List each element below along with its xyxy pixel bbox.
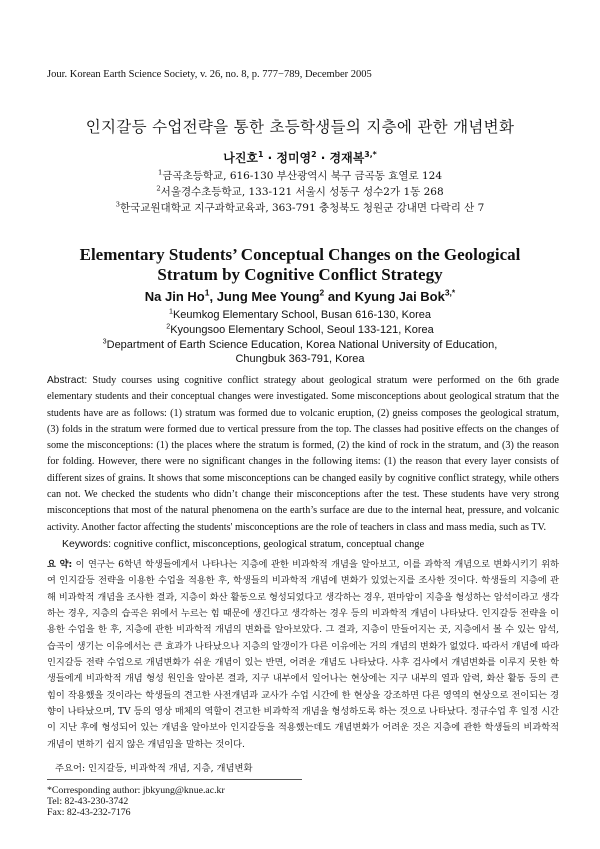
affiliation-superscript: 3: [102, 337, 107, 346]
korean-authors: [0, 149, 600, 166]
korean-author-name: 경재복: [329, 151, 365, 165]
korean-abstract: [47, 557, 559, 753]
english-authors: [0, 289, 600, 304]
abstract-text: Study courses using cognitive conflict strategy about geological stratum were performed on the 6th grade elementary students and their conceptual changes were investigated. Some misconceptions about geological stratum that the students have are as follows: (1) stratum was formed due to volcanic eruption, (2) gneiss composes the geological stratum, (3) folds in the stratum were formed due to vertical pressure from the top. The classes had positive effects on the changes of some the misconceptions: (1) the places where the stratum is formed, (2) the kind of rock in the stratum, and (3) the reason for folding. However, there were no significant changes in the following items: (1) the reason that every layer consists of different sizes of grains. It shows that some misconceptions can be changed easily by cognitive conflict strategy, while others can not. We checked the students who didn’t change their misconceptions after the test. These students have very strong misconceptions that most of the natural phenomena on the earth’s surface are due to the internal heat, pressure, and volcanic activity. Another factor affecting the students' misconceptions are the role of teachers in class and mass media, such as TV.: [47, 375, 560, 533]
english-author-name: Kyung Jai Bok: [354, 289, 445, 304]
english-affiliation: [0, 353, 600, 365]
author-superscript: 2: [319, 287, 325, 298]
corresponding-author-email: *Corresponding author: jbkyung@knue.ac.kr: [47, 785, 225, 796]
affiliation-text: 서울경수초등학교, 133-121 서울시 성동구 성수2가 1동 268: [160, 186, 444, 198]
author-superscript: 2: [311, 150, 317, 159]
korean-affiliation: [0, 168, 600, 183]
korean-abstract-text: 이 연구는 6학년 학생들에게서 나타나는 지층에 관한 비과학적 개념을 알아보고, 이를 과학적 개념으로 변화시키기 위하여 인지갈등 전략을 이용한 수업을 적용한 후, 학생들의 비과학적 개념에 변화가 있었는지를 조사한 것이다. 학생들의 지층에 관해 비과학적 개념을 조사한 결과, 지층이 화산 활동으로 형성되었다고 생각하는 경우, 편마암이 지층을 형성하는 암석이라고 생각하는 경우, 지층의 습곡은 위에서 누르는 힘 때문에 생긴다고 생각하는 경우 등의 비과학적 개념이 나타났다. 인지갈등 전략을 이용한 수업을 한 후, 지층에 관한 비과학적 개념의 변화를 알아보았다. 그 결과, 지층이 만들어지는 곳, 지층에서 볼 수 있는 암석, 습곡이 생기는 이유에서는 큰 효과가 나타났으나 지층의 알갱이가 다른 이유에는 거의 개념의 변화가 없었다. 따라서 개념에 따라 인지갈등 전략 수업으로 개념변화가 쉬운 개념이 있는 반면, 어려운 개념도 나타났다. 사후 검사에서 개념변화를 이루지 못한 학생들에게 비과학적 개념 형성 원인을 알아본 결과, 지구 내부에서 일어나는 현상에는 지구 내부의 열과 압력, 화산 활동 등의 큰 힘이 작용했을 것이라는 학생들의 견고한 사전개념과 교사가 수업 시간에 한 현상을 강조하면 다른 영역의 현상으로 전이되는 경향이 나타났으며, TV 등의 영상 매체의 역할이 견고한 비과학적 개념을 형성하도록 하는 것으로 나타났다. 정규수업 후 일정 시간이 지난 후에 형성되어 있는 개념을 알아보아 인지갈등을 적용했는데도 개념변화가 어려운 것은 지층에 관한 학생들의 비과학적 개념이 변하기 쉽지 않은 개념임을 말하는 것이다.: [47, 559, 560, 750]
affiliation-text: Keumkog Elementary School, Busan 616-130, Korea: [172, 309, 432, 321]
english-affiliation: [0, 324, 600, 336]
affiliation-superscript: 2: [156, 184, 161, 193]
english-title-line: Stratum by Cognitive Conflict Strategy: [157, 265, 443, 284]
korean-author-name: 정미영: [276, 151, 312, 165]
author-separator: ·: [263, 151, 277, 165]
author-separator: ,: [209, 289, 217, 304]
affiliation-superscript: 3: [115, 200, 120, 209]
korean-affiliation: [0, 184, 600, 199]
english-author-name: Jung Mee Young: [216, 289, 320, 304]
author-superscript: 1: [258, 150, 264, 159]
english-author-name: Na Jin Ho: [144, 289, 205, 304]
korean-keywords-label: 주요어:: [55, 763, 86, 774]
author-superscript: 3,*: [364, 150, 377, 159]
author-superscript: 3,*: [444, 287, 456, 298]
author-separator: and: [324, 289, 355, 304]
affiliation-text: 금곡초등학교, 616-130 부산광역시 북구 금곡동 효열로 124: [162, 170, 443, 182]
affiliation-text: Kyoungsoo Elementary School, Seoul 133-121, Korea: [170, 324, 434, 336]
fax: Fax: 82-43-232-7176: [47, 807, 131, 819]
footnote: [47, 785, 225, 819]
korean-title: 인지갈등 수업전략을 통한 초등학생들의 지층에 관한 개념변화: [85, 118, 515, 136]
affiliation-text: Chungbuk 363-791, Korea: [235, 353, 365, 365]
affiliation-text: Department of Earth Science Education, Korea National University of Education,: [106, 339, 498, 351]
korean-abstract-label: 요 약:: [47, 559, 73, 570]
affiliation-superscript: 1: [157, 168, 163, 177]
korean-affiliation: [0, 200, 600, 215]
korean-author-name: 나진호: [223, 151, 259, 165]
affiliation-superscript: 1: [168, 307, 173, 316]
journal-citation: Jour. Korean Earth Science Society, v. 26, no. 8, p. 777−789, December 2005: [47, 69, 372, 80]
keywords: [62, 538, 424, 550]
affiliation-text: 한국교원대학교 지구과학교육과, 363-791 충청북도 청원군 강내면 다락리 산 7: [119, 202, 485, 214]
author-superscript: 1: [204, 287, 210, 298]
author-separator: ·: [316, 151, 330, 165]
abstract-label: Abstract:: [47, 375, 88, 386]
telephone: Tel: 82-43-230-3742: [47, 796, 129, 808]
footnote-divider: [47, 779, 302, 780]
keywords-label: Keywords:: [62, 538, 112, 550]
english-affiliation: [0, 309, 600, 321]
korean-keywords: [55, 760, 252, 774]
affiliation-superscript: 2: [166, 322, 171, 331]
korean-keywords-text: 인지갈등, 비과학적 개념, 지층, 개념변화: [88, 763, 253, 774]
english-title-line: Elementary Students’ Conceptual Changes on the Geological: [79, 245, 521, 264]
keywords-text: cognitive conflict, misconceptions, geological stratum, conceptual change: [113, 539, 425, 550]
english-affiliation: [0, 339, 600, 351]
abstract: [47, 373, 559, 536]
